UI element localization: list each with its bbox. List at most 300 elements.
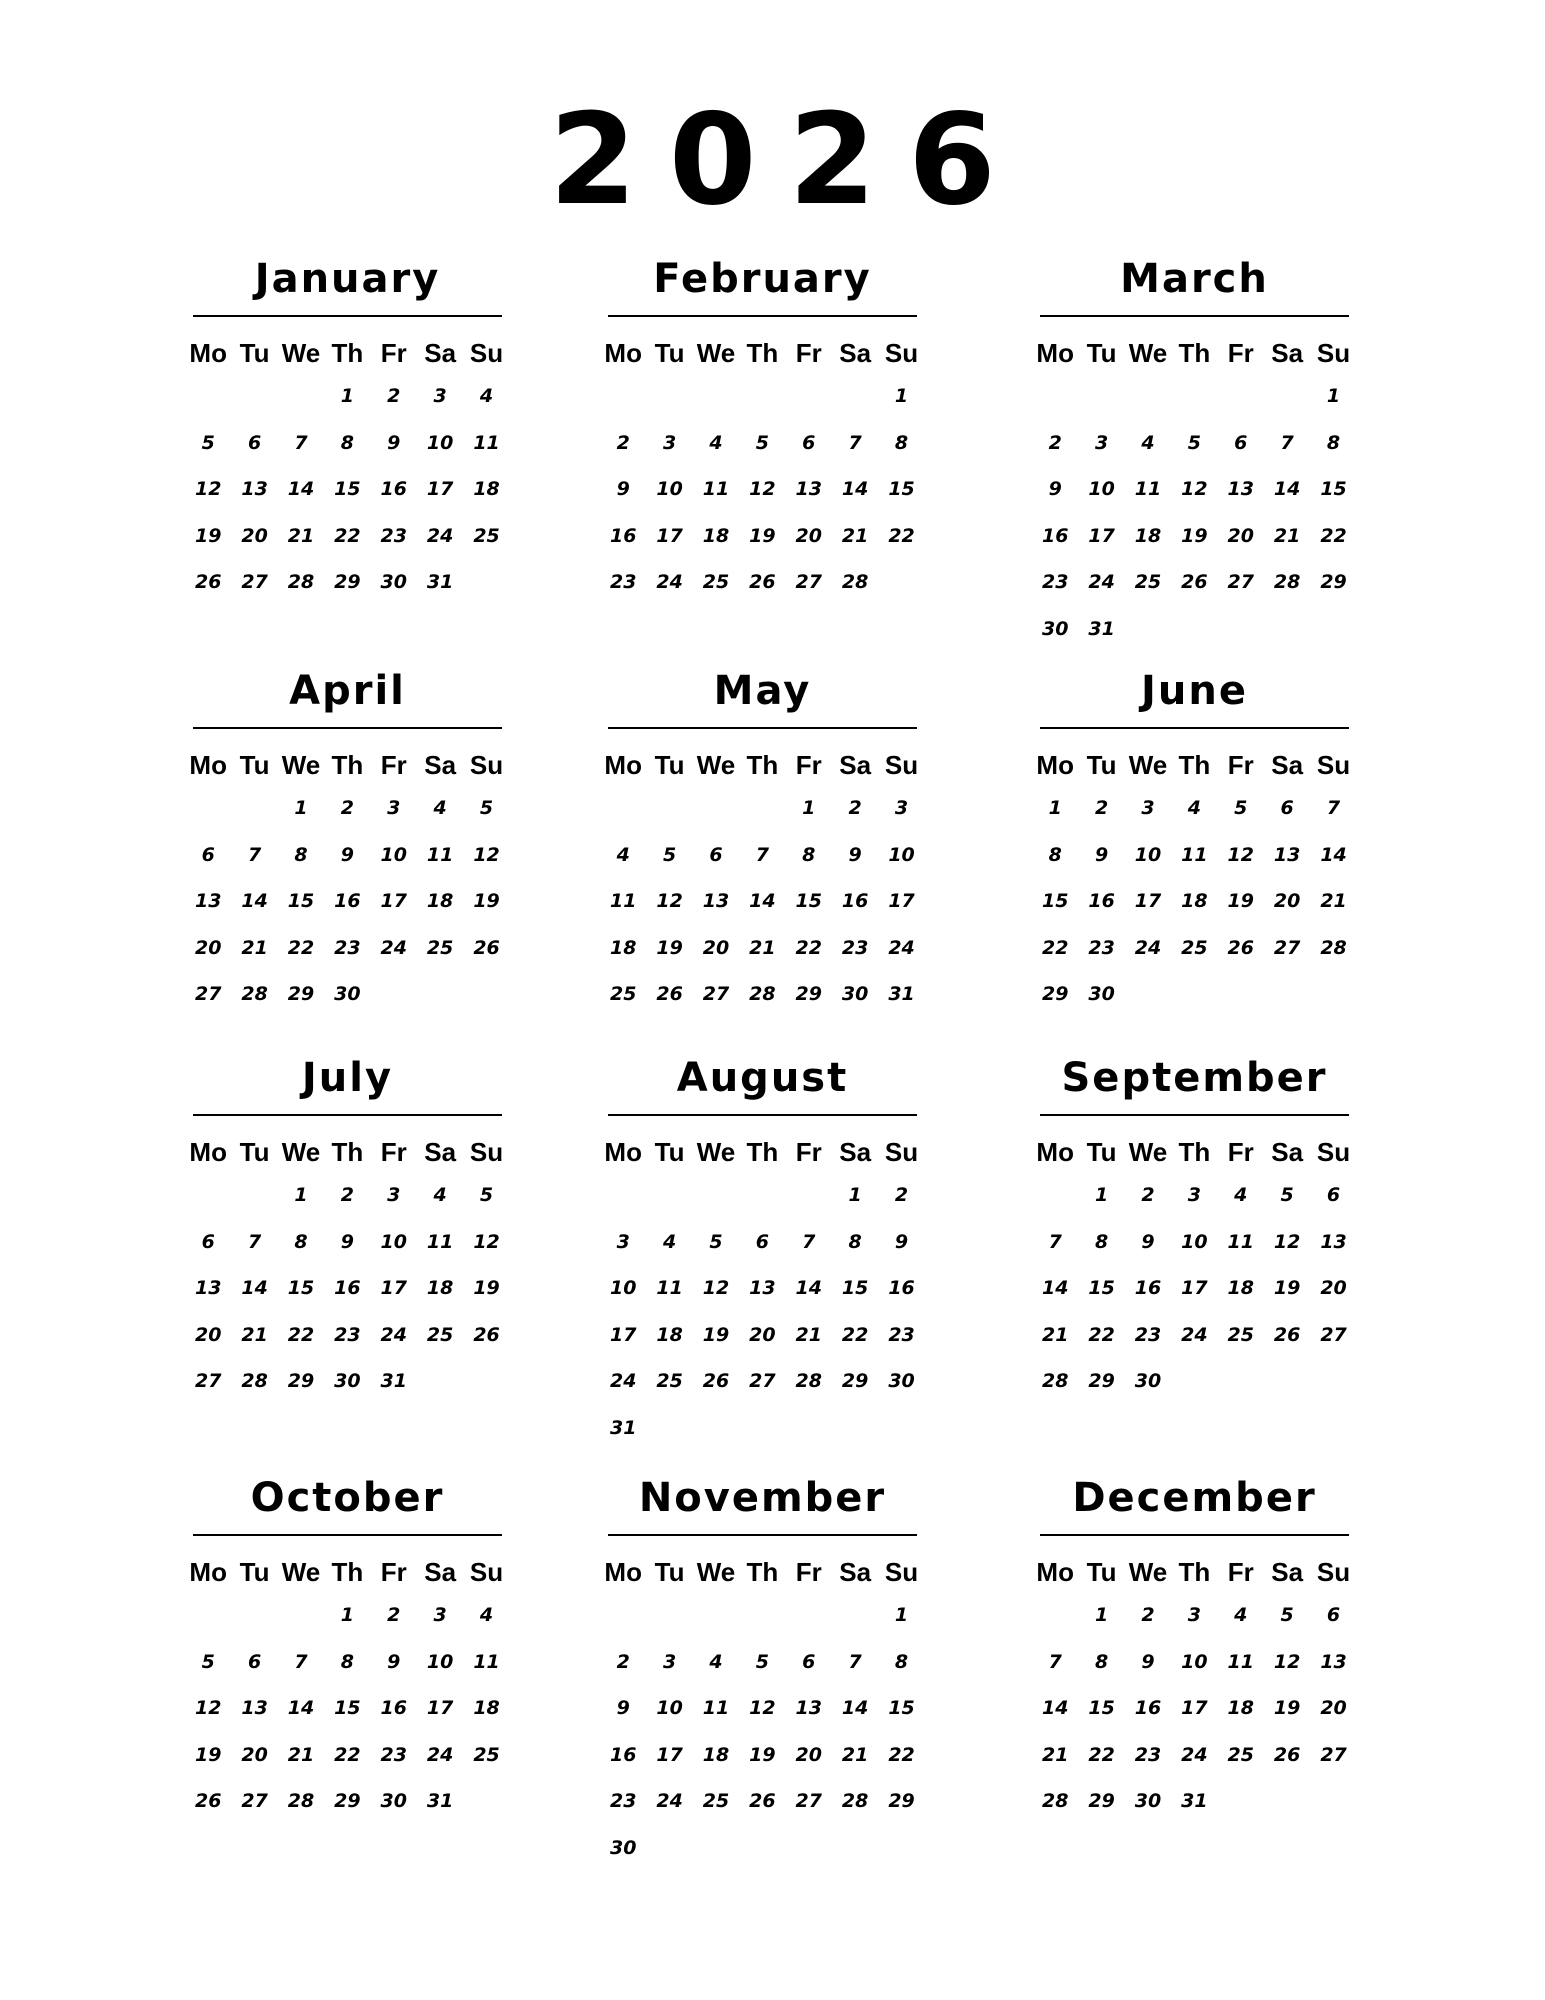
day-cell: 3 <box>1187 1184 1201 1207</box>
weekday-label: Fr <box>380 1556 407 1587</box>
weekday-label: Sa <box>839 749 872 780</box>
day-cell: 6 <box>709 843 723 866</box>
weekday-label: Fr <box>1227 749 1254 780</box>
day-cell: 3 <box>1094 431 1109 454</box>
day-cell: 8 <box>1094 1230 1109 1253</box>
day-cell: 10 <box>380 1230 407 1253</box>
day-cell: 29 <box>334 571 361 594</box>
day-cell: 15 <box>1088 1277 1115 1300</box>
day-cell: 22 <box>334 524 361 547</box>
day-cell: 6 <box>1326 1184 1341 1207</box>
week-row <box>600 1312 925 1359</box>
day-cell: 10 <box>426 431 454 454</box>
weekday-label: Su <box>884 337 919 368</box>
day-cell: 20 <box>194 1323 222 1346</box>
day-cell: 30 <box>1088 983 1115 1006</box>
month-name: May <box>713 668 812 714</box>
day-cell: 14 <box>241 1277 268 1300</box>
day-cell: 11 <box>1227 1230 1254 1253</box>
weekday-label: Sa <box>839 1556 872 1587</box>
day-cell: 16 <box>1134 1277 1162 1300</box>
day-cell: 14 <box>841 1697 869 1720</box>
month-name: September <box>1061 1055 1328 1101</box>
weekday-label: Tu <box>1086 749 1117 780</box>
day-cell: 8 <box>848 1230 862 1253</box>
week-row <box>600 1358 925 1405</box>
day-cell: 11 <box>473 1650 500 1673</box>
day-cell: 19 <box>656 936 683 959</box>
day-cell: 16 <box>609 1743 637 1766</box>
day-cell: 8 <box>894 431 909 454</box>
day-cell: 29 <box>287 983 315 1006</box>
weekday-header <box>185 333 510 373</box>
weekday-label: Mo <box>604 1556 642 1587</box>
week-row <box>600 1172 925 1219</box>
day-cell: 21 <box>795 1323 822 1346</box>
day-cell: 7 <box>247 1230 262 1253</box>
day-cell: 23 <box>334 1323 361 1346</box>
month-december <box>1032 1472 1357 1825</box>
day-cell: 18 <box>702 1743 730 1766</box>
day-cell: 30 <box>609 1836 637 1859</box>
day-cell: 10 <box>609 1277 637 1300</box>
day-cell: 15 <box>888 1697 915 1720</box>
day-cell: 25 <box>473 524 500 547</box>
day-cell: 22 <box>334 1743 361 1766</box>
week-row <box>1032 466 1357 513</box>
day-cell: 1 <box>1048 797 1062 820</box>
weekday-label: Su <box>1316 749 1351 780</box>
weekday-label: Sa <box>424 1556 457 1587</box>
weekday-label: Su <box>1316 1556 1351 1587</box>
day-cell: 15 <box>287 1277 315 1300</box>
week-row <box>600 1639 925 1686</box>
month-name: June <box>1141 668 1248 714</box>
day-cell: 26 <box>749 571 776 594</box>
day-cell: 19 <box>194 524 222 547</box>
weekday-label: We <box>1128 1136 1168 1167</box>
day-cell: 29 <box>888 1790 915 1813</box>
weekday-label: Th <box>746 749 779 780</box>
day-cell: 15 <box>1088 1697 1115 1720</box>
month-may <box>600 665 925 1018</box>
day-cell: 26 <box>194 571 222 594</box>
day-cell: 20 <box>749 1323 776 1346</box>
day-cell: 15 <box>841 1277 869 1300</box>
day-cell: 12 <box>702 1277 730 1300</box>
month-divider <box>193 727 502 729</box>
day-cell: 22 <box>1088 1743 1115 1766</box>
month-divider <box>1040 1114 1349 1116</box>
day-cell: 9 <box>894 1230 909 1253</box>
day-cell: 5 <box>479 1184 494 1207</box>
month-name: November <box>638 1475 887 1521</box>
day-cell: 26 <box>473 1323 500 1346</box>
month-name: October <box>250 1475 445 1521</box>
day-cell: 14 <box>749 890 776 913</box>
day-cell: 1 <box>802 797 816 820</box>
weekday-label: Th <box>746 1136 779 1167</box>
day-cell: 5 <box>709 1230 723 1253</box>
week-row <box>1032 1592 1357 1639</box>
day-cell: 1 <box>294 797 308 820</box>
weekday-label: Fr <box>795 1136 822 1167</box>
week-row <box>600 1265 925 1312</box>
week-row <box>600 373 925 420</box>
day-cell: 10 <box>1088 478 1115 501</box>
weekday-label: Su <box>884 1556 919 1587</box>
weekday-label: Tu <box>654 749 685 780</box>
weekday-label: Su <box>884 1136 919 1167</box>
month-name: January <box>254 256 441 302</box>
week-row <box>1032 1358 1357 1405</box>
weekday-label: Sa <box>839 1136 872 1167</box>
month-name: August <box>676 1055 849 1101</box>
day-cell: 26 <box>702 1370 730 1393</box>
day-cell: 9 <box>616 478 630 501</box>
day-cell: 22 <box>287 1323 315 1346</box>
day-cell: 9 <box>848 843 862 866</box>
day-cell: 1 <box>1094 1604 1109 1627</box>
day-cell: 23 <box>1041 571 1069 594</box>
day-cell: 1 <box>340 385 354 408</box>
weekday-header <box>600 1552 925 1592</box>
day-cell: 11 <box>426 843 454 866</box>
day-cell: 12 <box>473 1230 500 1253</box>
week-row <box>1032 1639 1357 1686</box>
week-row <box>185 1592 510 1639</box>
day-cell: 25 <box>426 936 454 959</box>
day-cell: 3 <box>894 797 909 820</box>
day-cell: 28 <box>287 571 315 594</box>
month-divider <box>608 1534 917 1536</box>
day-cell: 21 <box>241 936 268 959</box>
weekday-label: We <box>1128 337 1168 368</box>
week-row <box>1032 1312 1357 1359</box>
week-row <box>185 1358 510 1405</box>
day-cell: 26 <box>749 1790 776 1813</box>
day-cell: 9 <box>387 1650 401 1673</box>
day-cell: 19 <box>749 524 776 547</box>
day-cell: 21 <box>287 1743 315 1766</box>
weekday-label: Sa <box>1271 337 1304 368</box>
week-row <box>1032 559 1357 606</box>
day-cell: 25 <box>1227 1743 1254 1766</box>
weekday-label: Tu <box>239 337 270 368</box>
day-cell: 21 <box>241 1323 268 1346</box>
day-cell: 13 <box>1227 478 1254 501</box>
day-cell: 30 <box>1134 1790 1162 1813</box>
weekday-label: Th <box>1178 1556 1211 1587</box>
day-cell: 26 <box>1181 571 1208 594</box>
day-cell: 16 <box>380 478 407 501</box>
day-cell: 3 <box>1141 797 1155 820</box>
weekday-header <box>600 333 925 373</box>
weekday-label: We <box>1128 749 1168 780</box>
day-cell: 17 <box>656 524 683 547</box>
day-cell: 17 <box>609 1323 637 1346</box>
day-cell: 24 <box>656 571 683 594</box>
day-cell: 26 <box>656 983 683 1006</box>
month-january <box>185 253 510 606</box>
day-cell: 7 <box>848 1650 862 1673</box>
day-cell: 6 <box>1326 1604 1341 1627</box>
day-cell: 26 <box>1273 1323 1301 1346</box>
day-cell: 23 <box>609 571 637 594</box>
day-cell: 4 <box>433 1184 447 1207</box>
day-cell: 21 <box>749 936 776 959</box>
week-row <box>600 1219 925 1266</box>
day-cell: 9 <box>340 1230 354 1253</box>
day-cell: 2 <box>1094 797 1109 820</box>
day-cell: 17 <box>1181 1697 1208 1720</box>
weekday-label: Tu <box>1086 337 1117 368</box>
week-row <box>1032 1219 1357 1266</box>
day-cell: 29 <box>841 1370 869 1393</box>
weekday-label: Mo <box>189 337 227 368</box>
day-cell: 1 <box>340 1604 354 1627</box>
day-cell: 21 <box>1320 890 1347 913</box>
day-cell: 24 <box>380 1323 407 1346</box>
day-cell: 8 <box>340 431 354 454</box>
day-cell: 24 <box>888 936 915 959</box>
weekday-label: Su <box>469 337 504 368</box>
day-cell: 6 <box>1280 797 1294 820</box>
month-divider <box>1040 315 1349 317</box>
week-row <box>600 1732 925 1779</box>
week-row <box>185 925 510 972</box>
month-september <box>1032 1052 1357 1405</box>
week-row <box>185 373 510 420</box>
day-cell: 18 <box>1227 1277 1254 1300</box>
day-cell: 25 <box>1134 571 1162 594</box>
day-cell: 20 <box>1320 1697 1347 1720</box>
day-cell: 5 <box>201 431 215 454</box>
weekday-label: Mo <box>604 749 642 780</box>
day-cell: 26 <box>1227 936 1254 959</box>
week-row <box>1032 925 1357 972</box>
day-cell: 19 <box>473 1277 500 1300</box>
day-cell: 17 <box>1134 890 1162 913</box>
weekday-label: We <box>696 749 736 780</box>
day-cell: 21 <box>287 524 315 547</box>
weekday-label: Su <box>469 749 504 780</box>
weekday-label: Mo <box>1036 1136 1074 1167</box>
day-cell: 25 <box>702 571 730 594</box>
week-row <box>185 1639 510 1686</box>
day-cell: 19 <box>1273 1277 1301 1300</box>
day-cell: 22 <box>888 524 915 547</box>
day-cell: 16 <box>1041 524 1069 547</box>
day-cell: 5 <box>1187 431 1201 454</box>
week-row <box>600 513 925 560</box>
day-cell: 29 <box>795 983 822 1006</box>
day-cell: 6 <box>247 431 262 454</box>
day-cell: 2 <box>1048 431 1062 454</box>
month-name: April <box>289 668 406 714</box>
day-cell: 12 <box>749 1697 776 1720</box>
day-cell: 10 <box>656 478 683 501</box>
day-cell: 2 <box>340 797 354 820</box>
day-cell: 18 <box>702 524 730 547</box>
day-cell: 30 <box>888 1370 915 1393</box>
day-cell: 5 <box>1280 1184 1294 1207</box>
day-cell: 2 <box>1141 1604 1155 1627</box>
weekday-label: Mo <box>1036 749 1074 780</box>
month-june <box>1032 665 1357 1018</box>
day-cell: 7 <box>802 1230 816 1253</box>
weekday-header <box>185 1132 510 1172</box>
day-cell: 23 <box>1134 1323 1162 1346</box>
day-cell: 14 <box>287 1697 315 1720</box>
day-cell: 23 <box>380 1743 407 1766</box>
day-cell: 14 <box>1273 478 1301 501</box>
day-cell: 26 <box>1273 1743 1301 1766</box>
week-row <box>185 420 510 467</box>
weekday-header <box>185 1552 510 1592</box>
day-cell: 28 <box>1041 1790 1069 1813</box>
day-cell: 16 <box>609 524 637 547</box>
day-cell: 23 <box>1088 936 1115 959</box>
day-cell: 18 <box>426 890 454 913</box>
week-row <box>1032 832 1357 879</box>
month-divider <box>1040 727 1349 729</box>
day-cell: 20 <box>795 1743 822 1766</box>
day-cell: 10 <box>1181 1650 1208 1673</box>
day-cell: 25 <box>702 1790 730 1813</box>
day-cell: 22 <box>795 936 822 959</box>
day-cell: 4 <box>1187 797 1201 820</box>
day-cell: 11 <box>656 1277 683 1300</box>
day-cell: 16 <box>380 1697 407 1720</box>
day-cell: 8 <box>1048 843 1062 866</box>
day-cell: 24 <box>426 1743 454 1766</box>
weekday-label: Th <box>331 1556 364 1587</box>
day-cell: 8 <box>294 1230 308 1253</box>
day-cell: 17 <box>426 1697 454 1720</box>
day-cell: 20 <box>795 524 822 547</box>
week-row <box>600 925 925 972</box>
week-row <box>185 878 510 925</box>
day-cell: 20 <box>1320 1277 1347 1300</box>
day-cell: 19 <box>1181 524 1208 547</box>
day-cell: 24 <box>1134 936 1162 959</box>
day-cell: 24 <box>426 524 454 547</box>
weekday-label: Tu <box>239 1556 270 1587</box>
day-cell: 19 <box>702 1323 730 1346</box>
week-row <box>600 878 925 925</box>
week-row <box>185 513 510 560</box>
day-cell: 6 <box>755 1230 769 1253</box>
day-cell: 13 <box>241 478 268 501</box>
day-cell: 5 <box>662 843 677 866</box>
day-cell: 16 <box>841 890 869 913</box>
week-row <box>600 1685 925 1732</box>
day-cell: 15 <box>287 890 315 913</box>
day-cell: 6 <box>802 1650 816 1673</box>
day-cell: 13 <box>795 478 822 501</box>
day-cell: 19 <box>194 1743 222 1766</box>
day-cell: 18 <box>609 936 637 959</box>
week-row <box>600 1825 925 1872</box>
week-row <box>600 466 925 513</box>
day-cell: 11 <box>1227 1650 1254 1673</box>
day-cell: 10 <box>380 843 407 866</box>
weekday-label: Th <box>331 1136 364 1167</box>
day-cell: 31 <box>380 1370 407 1393</box>
day-cell: 3 <box>616 1230 630 1253</box>
week-row <box>185 466 510 513</box>
day-cell: 10 <box>656 1697 683 1720</box>
day-cell: 20 <box>194 936 222 959</box>
weekday-label: Mo <box>189 1136 227 1167</box>
day-cell: 19 <box>1273 1697 1301 1720</box>
day-cell: 1 <box>894 385 909 408</box>
day-cell: 28 <box>287 1790 315 1813</box>
day-cell: 27 <box>194 983 222 1006</box>
day-cell: 2 <box>616 431 630 454</box>
month-april <box>185 665 510 1018</box>
day-cell: 20 <box>241 524 268 547</box>
day-cell: 6 <box>201 1230 215 1253</box>
day-cell: 9 <box>1094 843 1109 866</box>
day-cell: 12 <box>1181 478 1208 501</box>
day-cell: 12 <box>749 478 776 501</box>
week-row <box>600 971 925 1018</box>
day-cell: 9 <box>1141 1230 1155 1253</box>
day-cell: 7 <box>1048 1230 1062 1253</box>
weekday-label: We <box>281 1556 321 1587</box>
day-cell: 9 <box>1048 478 1062 501</box>
day-cell: 28 <box>795 1370 822 1393</box>
day-cell: 16 <box>334 1277 361 1300</box>
day-cell: 13 <box>749 1277 776 1300</box>
weekday-label: Th <box>1178 337 1211 368</box>
day-cell: 27 <box>194 1370 222 1393</box>
day-cell: 13 <box>1320 1230 1347 1253</box>
day-cell: 7 <box>294 1650 308 1673</box>
day-cell: 14 <box>1041 1697 1069 1720</box>
weekday-label: Tu <box>654 1136 685 1167</box>
month-divider <box>193 1534 502 1536</box>
week-row <box>185 1265 510 1312</box>
day-cell: 14 <box>287 478 315 501</box>
day-cell: 7 <box>848 431 862 454</box>
month-november <box>600 1472 925 1871</box>
day-cell: 13 <box>241 1697 268 1720</box>
day-cell: 15 <box>795 890 822 913</box>
day-cell: 17 <box>656 1743 683 1766</box>
day-cell: 2 <box>340 1184 354 1207</box>
day-cell: 28 <box>1273 571 1301 594</box>
day-cell: 24 <box>1088 571 1115 594</box>
weekday-label: Su <box>884 749 919 780</box>
day-cell: 28 <box>1041 1370 1069 1393</box>
day-cell: 4 <box>1141 431 1155 454</box>
weekday-header <box>1032 333 1357 373</box>
day-cell: 18 <box>473 478 500 501</box>
day-cell: 22 <box>1320 524 1347 547</box>
day-cell: 5 <box>201 1650 215 1673</box>
day-cell: 3 <box>433 385 447 408</box>
day-cell: 13 <box>795 1697 822 1720</box>
day-cell: 27 <box>749 1370 776 1393</box>
weekday-label: Mo <box>189 749 227 780</box>
week-row <box>600 785 925 832</box>
weekday-label: Th <box>331 337 364 368</box>
day-cell: 17 <box>380 890 407 913</box>
day-cell: 26 <box>473 936 500 959</box>
